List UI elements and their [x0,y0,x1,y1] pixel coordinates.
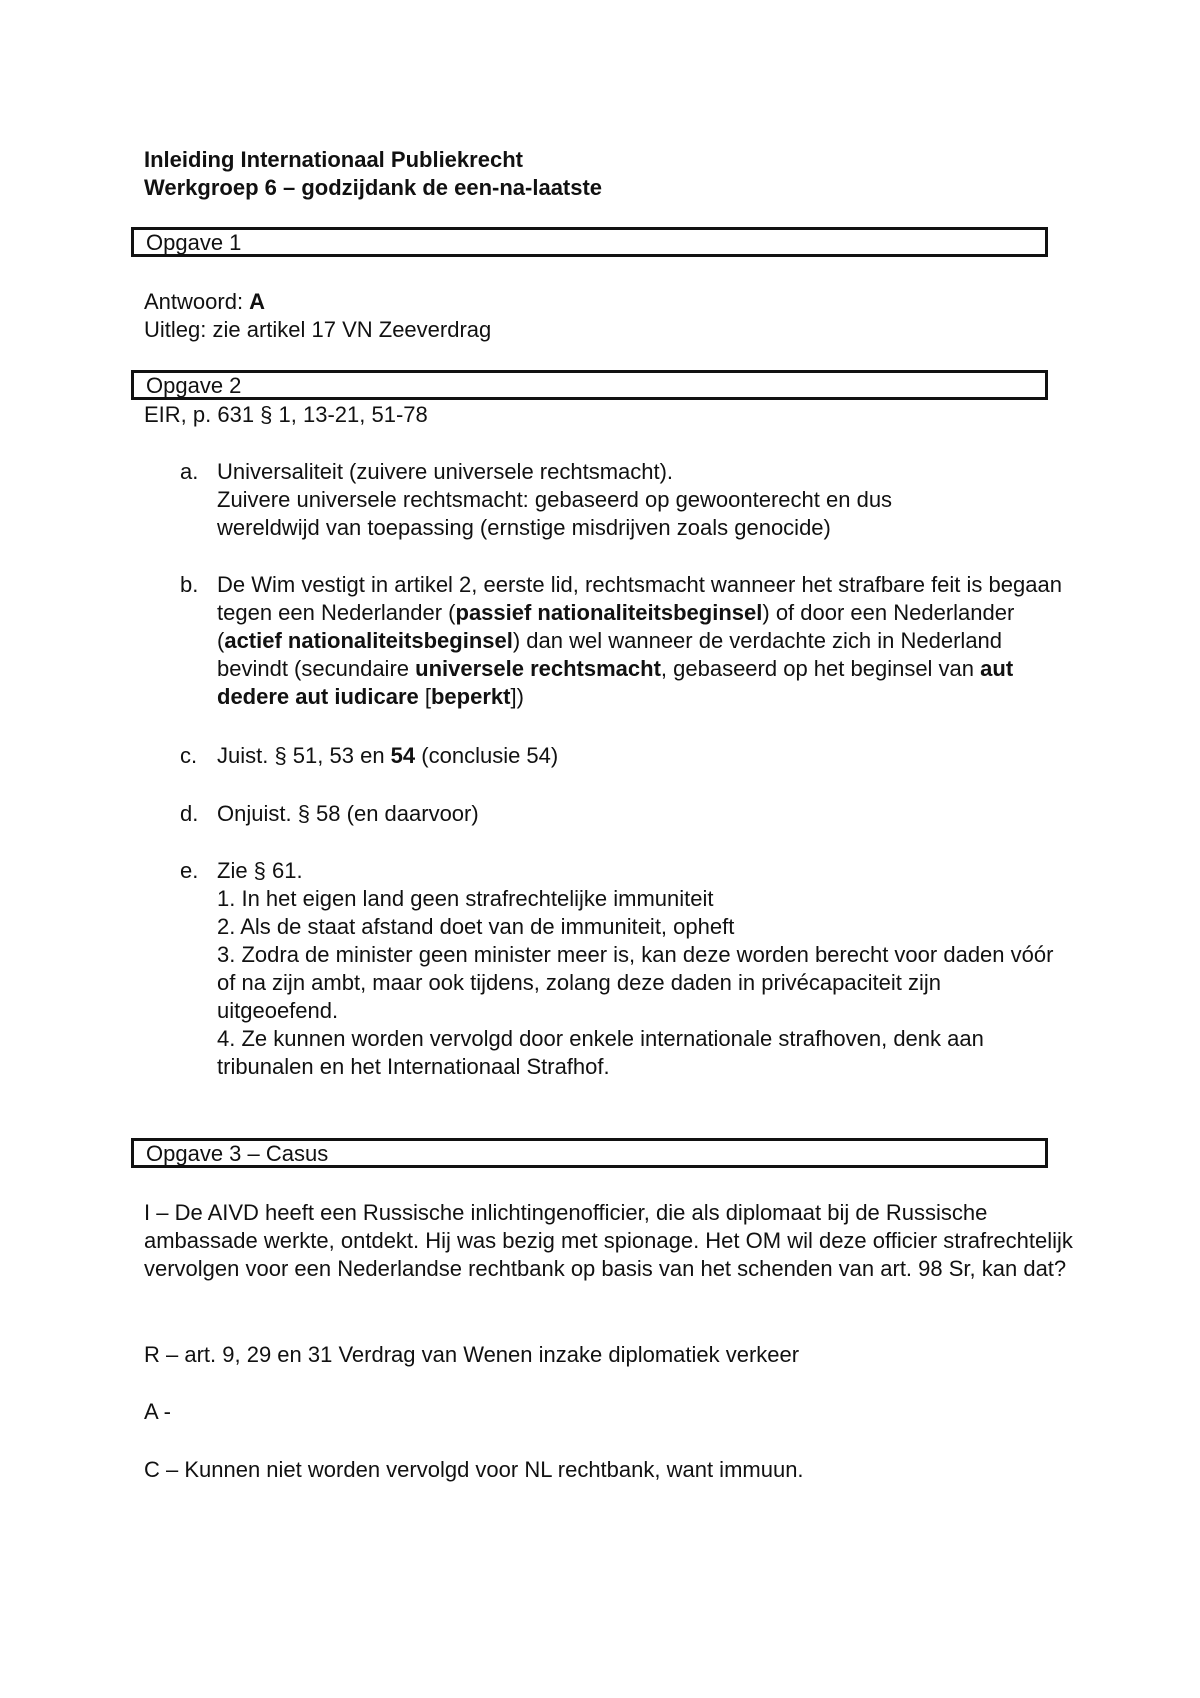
item-e-point-2: 2. Als de staat afstand doet van de immuniteit, opheft [217,914,735,939]
item-b-bold-1: passief nationaliteitsbeginsel [455,600,763,625]
opgave-1-explanation: Uitleg: zie artikel 17 VN Zeeverdrag [144,317,492,342]
list-item-e [217,857,1057,1081]
item-e-intro: Zie § 61. [217,858,303,883]
list-item-c [217,742,1077,770]
opgave-1-answer [144,288,265,316]
item-c-text-2: (conclusie 54) [415,743,559,768]
item-b-text-4: , gebaseerd op het beginsel van [660,656,981,681]
opgave-3-analysis: A - [144,1399,171,1424]
list-marker-e: e. [180,858,199,883]
opgave-3-conclusion: C – Kunnen niet worden vervolgd voor NL rechtbank, want immuun. [144,1457,804,1482]
item-b-text [217,571,1072,711]
document-subtitle: Werkgroep 6 – godzijdank de een-na-laatste [144,175,603,200]
item-a-line-2: Zuivere universele rechtsmacht: gebaseerd op gewoonterecht en dus [217,487,893,512]
list-item-b [217,571,1072,711]
item-b-text-1: De Wim vestigt in artikel 2, eerste lid, rechtsmacht wanneer het strafbare feit is begaan tegen een Nederlander ( [217,572,1062,625]
opgave-1-heading: Opgave 1 [146,230,242,255]
opgave-3-heading: Opgave 3 – Casus [146,1141,329,1166]
item-b-text-2: ) of door een Nederlander ( [217,600,1015,653]
opgave-2-source: EIR, p. 631 § 1, 13-21, 51-78 [144,402,428,427]
item-a-line-1: Universaliteit (zuivere universele rechtsmacht). [217,459,674,484]
item-b-bold-4: aut dedere aut iudicare [217,656,1014,709]
item-a-line-3: wereldwijd van toepassing (ernstige misdrijven zoals genocide) [217,515,831,540]
list-marker-b: b. [180,572,199,597]
document-title: Inleiding Internationaal Publiekrecht [144,147,523,172]
item-e-point-4: 4. Ze kunnen worden vervolgd door enkele internationale strafhoven, denk aan tribunalen en het Internationaal Strafhof. [217,1026,984,1079]
item-b-bold-2: actief nationaliteitsbeginsel [224,628,513,653]
answer-value: A [249,289,266,314]
answer-label: Antwoord: [144,289,250,314]
opgave-1-heading-box [131,227,1048,257]
opgave-2-heading-box [131,370,1048,400]
opgave-3-heading-box [131,1138,1048,1168]
opgave-2-heading: Opgave 2 [146,373,242,398]
item-b-bold-3: universele rechtsmacht [415,656,661,681]
list-item-a [217,458,1077,542]
opgave-3-issue: I – De AIVD heeft een Russische inlichtingenofficier, die als diplomaat bij de Russische ambassade werkte, ontdekt. Hij was bezig met spionage. Het OM wil deze officier strafrechtelijk vervolgen voor een Nederlandse rechtbank op basis van het schenden van art. 98 Sr, kan dat? [144,1200,1073,1281]
opgave-3-rule: R – art. 9, 29 en 31 Verdrag van Wenen inzake diplomatiek verkeer [144,1342,800,1367]
item-b-bold-5: beperkt [430,684,511,709]
item-b-text-5: [ [418,684,431,709]
item-c-text-1: Juist. § 51, 53 en [217,743,391,768]
list-marker-d: d. [180,801,199,826]
item-e-point-1: 1. In het eigen land geen strafrechtelijke immuniteit [217,886,714,911]
item-b-text-3: ) dan wel wanneer de verdachte zich in Nederland bevindt (secundaire [217,628,1003,681]
item-b-text-6: ]) [510,684,524,709]
list-marker-c: c. [180,743,198,768]
list-marker-a: a. [180,459,199,484]
item-e-point-3: 3. Zodra de minister geen minister meer is, kan deze worden berecht voor daden vóór of na zijn ambt, maar ook tijdens, zolang deze daden in privécapaciteit zijn uitgeoefend. [217,942,1054,1023]
list-item-d: Onjuist. § 58 (en daarvoor) [217,801,479,826]
item-c-bold: 54 [390,743,416,768]
